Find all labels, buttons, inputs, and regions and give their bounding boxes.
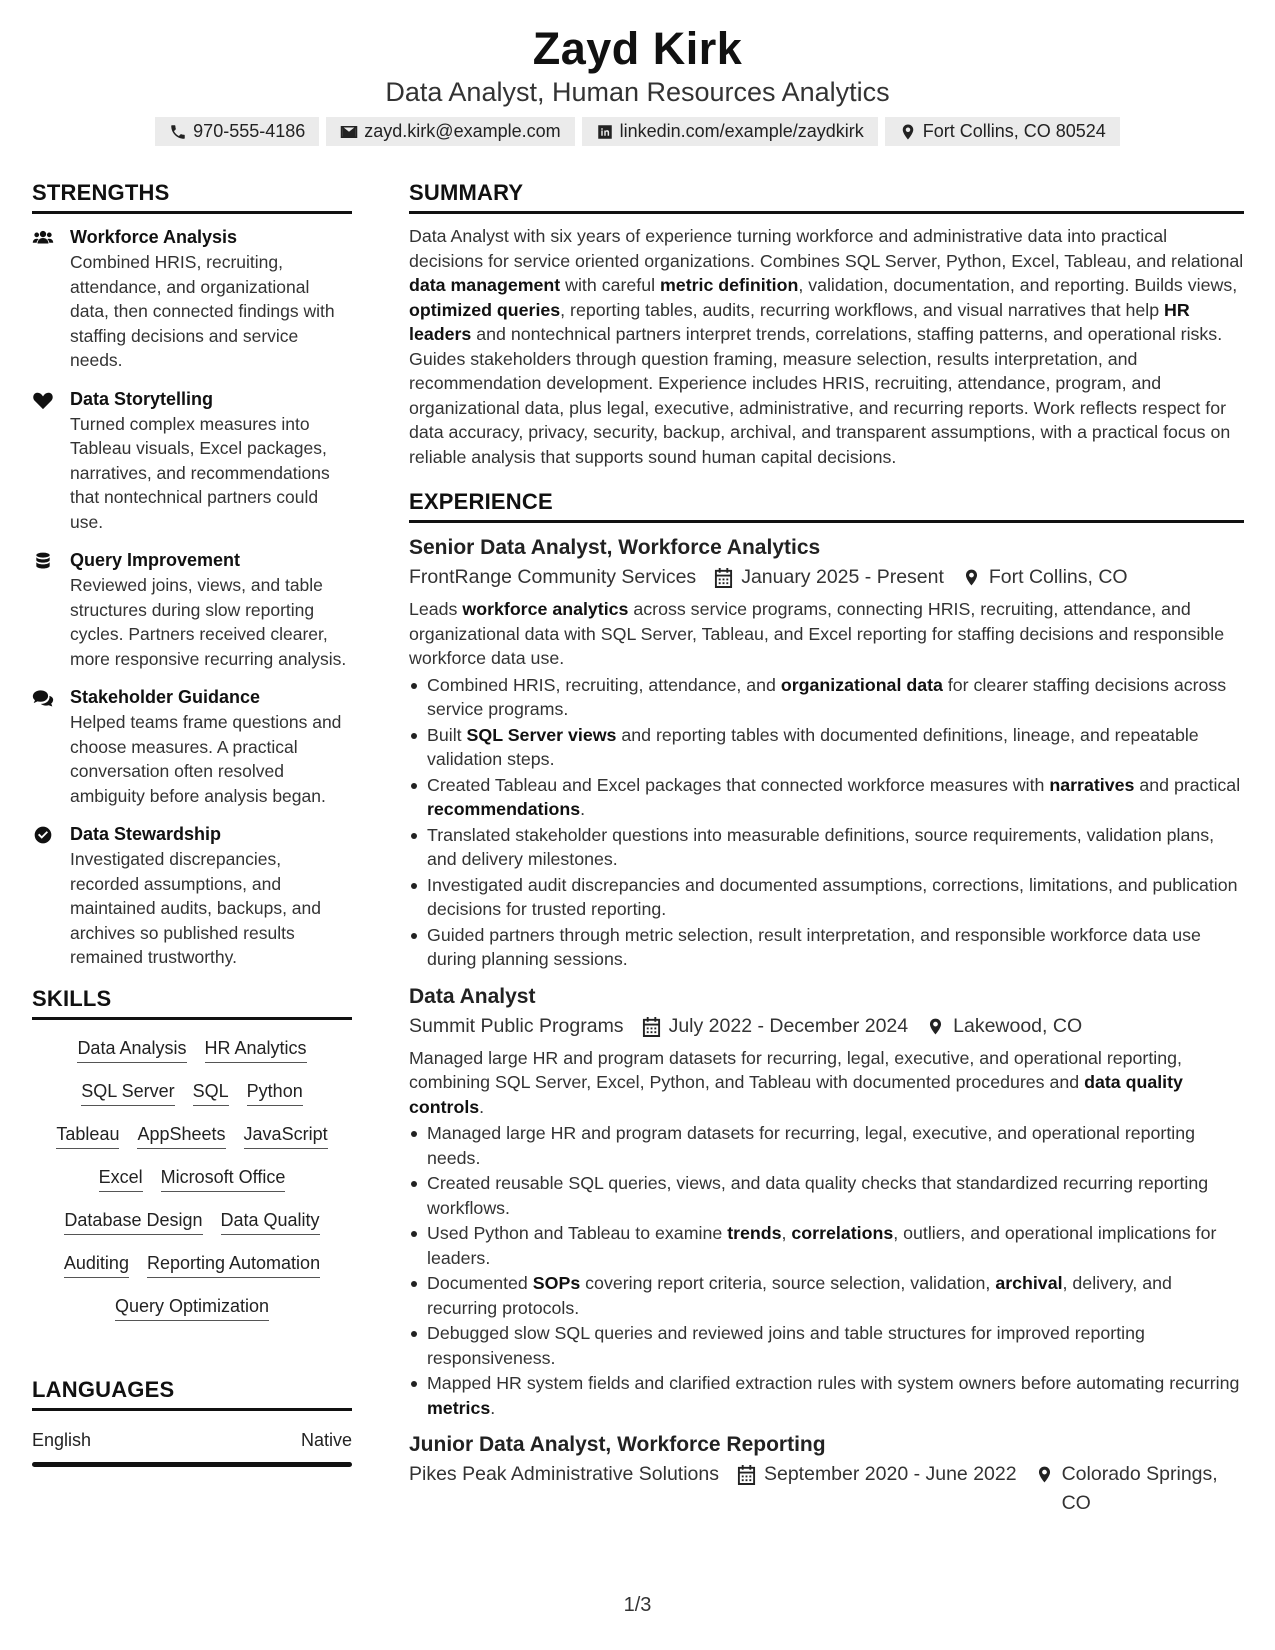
strength-desc: Turned complex measures into Tableau visuals, Excel packages, narratives, and recommendations that nontechnical partners could use. bbox=[70, 413, 330, 532]
strength-desc: Reviewed joins, views, and table structures during slow reporting cycles. Partners received clearer, more responsive recurring analysis. bbox=[70, 575, 347, 669]
skill-tag: Microsoft Office bbox=[161, 1165, 286, 1192]
strength-item bbox=[32, 822, 352, 970]
job-meta bbox=[409, 1012, 1244, 1041]
job-title: Junior Data Analyst, Workforce Reporting bbox=[409, 1433, 826, 1456]
job-bullets bbox=[409, 1121, 1244, 1420]
skill-tag: Tableau bbox=[56, 1122, 119, 1149]
language-proficiency-bar bbox=[32, 1462, 352, 1467]
strength-title: Data Storytelling bbox=[70, 388, 214, 409]
job-company: Pikes Peak Administrative Solutions bbox=[409, 1463, 719, 1485]
left-column bbox=[32, 178, 352, 1467]
contact-location bbox=[885, 117, 1120, 146]
contact-bar bbox=[0, 117, 1275, 146]
list-item: Used Python and Tableau to examine trends, correlations, outliers, and operational implications for leaders. bbox=[409, 1221, 1244, 1270]
skills-list bbox=[32, 1028, 352, 1329]
right-column bbox=[409, 178, 1244, 1518]
job-location: Lakewood, CO bbox=[953, 1014, 1083, 1037]
job-meta bbox=[409, 563, 1244, 592]
list-item: Built SQL Server views and reporting tables with documented definitions, lineage, and repeatable validation steps. bbox=[409, 723, 1244, 772]
job-company: FrontRange Community Services bbox=[409, 566, 697, 588]
comments-icon bbox=[32, 688, 54, 708]
job-company: Summit Public Programs bbox=[409, 1014, 624, 1037]
list-item: Guided partners through metric selection, result interpretation, and responsible workforce data use during planning sessions. bbox=[409, 923, 1244, 972]
skill-tag: SQL Server bbox=[81, 1079, 174, 1106]
contact-location-text: Fort Collins, CO 80524 bbox=[922, 121, 1106, 141]
strength-desc: Helped teams frame questions and choose measures. A practical conversation often resolved ambiguity before analysis began. bbox=[70, 712, 342, 806]
contact-linkedin[interactable] bbox=[582, 117, 878, 146]
envelope-icon bbox=[340, 123, 358, 141]
skill-tag: JavaScript bbox=[244, 1122, 328, 1149]
strength-item bbox=[32, 685, 352, 808]
skill-tag: AppSheets bbox=[137, 1122, 225, 1149]
strength-desc: Combined HRIS, recruiting, attendance, and organizational data, then connected findings with staffing decisions and service needs. bbox=[70, 252, 335, 370]
job-dates: September 2020 - June 2022 bbox=[763, 1463, 1017, 1485]
list-item: Created reusable SQL queries, views, and data quality checks that standardized recurring reporting workflows. bbox=[409, 1171, 1244, 1220]
contact-phone-text: 970-555-4186 bbox=[193, 121, 306, 141]
languages-heading: LANGUAGES bbox=[32, 1375, 352, 1411]
summary-heading: SUMMARY bbox=[409, 178, 1244, 214]
contact-email-text: zayd.kirk@example.com bbox=[364, 121, 561, 141]
skill-tag: Data Analysis bbox=[77, 1036, 186, 1063]
map-pin-icon bbox=[962, 567, 981, 588]
summary-text: Data Analyst with six years of experience turning workforce and administrative data into practical decisions for service oriented organizations. Combines SQL Server, Python, Excel, Tableau, and relational data management with careful metric definition, validation, documentation, and reporting. Builds views, optimized queries, reporting tables, audits, recurring workflows, and visual narratives that help HR leaders and nontechnical partners interpret trends, correlations, staffing patterns, and operational risks. Guides stakeholders through question framing, measure selection, results interpretation, and recommendation development. Experience includes HRIS, recruiting, attendance, program, and organizational data, plus legal, executive, administrative, and recurring reports. Work reflects respect for data accuracy, privacy, security, backup, archival, and transparent assumptions, with a practical focus on reliable analysis that supports sound human capital decisions. bbox=[409, 226, 1244, 467]
job-dates: July 2022 - December 2024 bbox=[668, 1014, 909, 1037]
calendar-icon bbox=[737, 1464, 756, 1485]
map-pin-icon bbox=[899, 123, 917, 141]
list-item: Documented SOPs covering report criteria, source selection, validation, archival, delivery, and recurring protocols. bbox=[409, 1271, 1244, 1320]
skill-tag: Query Optimization bbox=[115, 1294, 269, 1321]
strength-title: Workforce Analysis bbox=[70, 227, 238, 247]
map-pin-icon bbox=[1035, 1464, 1054, 1485]
strength-desc: Investigated discrepancies, recorded assumptions, and maintained audits, backups, and archives so published results remained trustworthy. bbox=[70, 849, 321, 967]
candidate-title: Data Analyst, Human Resources Analytics bbox=[385, 77, 890, 107]
list-item: Investigated audit discrepancies and documented assumptions, corrections, limitations, and publication decisions for trusted reporting. bbox=[409, 873, 1244, 922]
users-icon bbox=[32, 228, 54, 248]
job-meta bbox=[409, 1460, 1244, 1518]
language-level: Native bbox=[300, 1429, 352, 1450]
list-item: Mapped HR system fields and clarified extraction rules with system owners before automating recurring metrics. bbox=[409, 1371, 1244, 1420]
job-entry bbox=[409, 1430, 1244, 1518]
map-pin-icon bbox=[926, 1016, 945, 1037]
job-entry bbox=[409, 533, 1244, 972]
strengths-list bbox=[32, 225, 352, 970]
strength-item bbox=[32, 225, 352, 373]
language-name: English bbox=[32, 1429, 92, 1450]
strengths-heading: STRENGTHS bbox=[32, 178, 352, 214]
skill-tag: HR Analytics bbox=[205, 1036, 307, 1063]
language-row bbox=[32, 1428, 352, 1452]
candidate-name: Zayd Kirk bbox=[532, 23, 743, 74]
strength-title: Stakeholder Guidance bbox=[70, 687, 261, 707]
linkedin-icon bbox=[596, 123, 614, 141]
job-bullets bbox=[409, 673, 1244, 972]
check-circle-icon bbox=[32, 825, 54, 845]
list-item: Debugged slow SQL queries and reviewed joins and table structures for improved reporting responsiveness. bbox=[409, 1321, 1244, 1370]
list-item: Combined HRIS, recruiting, attendance, and organizational data for clearer staffing decisions across service programs. bbox=[409, 673, 1244, 722]
calendar-icon bbox=[714, 567, 733, 588]
list-item: Managed large HR and program datasets for recurring, legal, executive, and operational reporting needs. bbox=[409, 1121, 1244, 1170]
job-dates: January 2025 - Present bbox=[741, 566, 944, 588]
job-entry bbox=[409, 982, 1244, 1421]
job-title: Data Analyst bbox=[409, 984, 536, 1008]
contact-phone[interactable] bbox=[155, 117, 319, 146]
skill-tag: Database Design bbox=[64, 1208, 202, 1235]
job-title: Senior Data Analyst, Workforce Analytics bbox=[409, 536, 821, 559]
job-description: Leads workforce analytics across service programs, connecting HRIS, recruiting, attendance, and organizational data with SQL Server, Tableau, and Excel reporting for staffing decisions and responsible workforce data use. bbox=[409, 599, 1225, 668]
phone-icon bbox=[169, 123, 187, 141]
experience-heading: EXPERIENCE bbox=[409, 487, 1244, 523]
skill-tag: Auditing bbox=[64, 1251, 129, 1278]
skill-tag: Excel bbox=[99, 1165, 143, 1192]
skill-tag: SQL bbox=[193, 1079, 229, 1106]
resume-header bbox=[0, 22, 1275, 146]
contact-linkedin-text: linkedin.com/example/zaydkirk bbox=[619, 121, 864, 141]
strength-title: Data Stewardship bbox=[70, 824, 222, 844]
list-item: Created Tableau and Excel packages that connected workforce measures with narratives and practical recommendations. bbox=[409, 773, 1244, 822]
skill-tag: Reporting Automation bbox=[147, 1251, 320, 1278]
contact-email[interactable] bbox=[326, 117, 574, 146]
skill-tag: Data Quality bbox=[221, 1208, 320, 1235]
strength-title: Query Improvement bbox=[70, 550, 241, 570]
page-number: 1/3 bbox=[623, 1594, 652, 1616]
skills-heading: SKILLS bbox=[32, 984, 352, 1020]
job-location: Fort Collins, CO bbox=[988, 566, 1128, 588]
job-description: Managed large HR and program datasets for recurring, legal, executive, and operational reporting, combining SQL Server, Excel, Python, and Tableau with documented procedures and data quality controls. bbox=[409, 1047, 1183, 1117]
list-item: Translated stakeholder questions into measurable definitions, source requirements, validation plans, and delivery milestones. bbox=[409, 823, 1244, 872]
job-location: Colorado Springs, CO bbox=[1061, 1463, 1218, 1514]
strength-item bbox=[32, 548, 352, 671]
calendar-icon bbox=[642, 1016, 661, 1037]
heart-icon bbox=[32, 390, 54, 410]
strength-item bbox=[32, 387, 352, 535]
skill-tag: Python bbox=[247, 1079, 303, 1106]
database-icon bbox=[32, 551, 54, 571]
